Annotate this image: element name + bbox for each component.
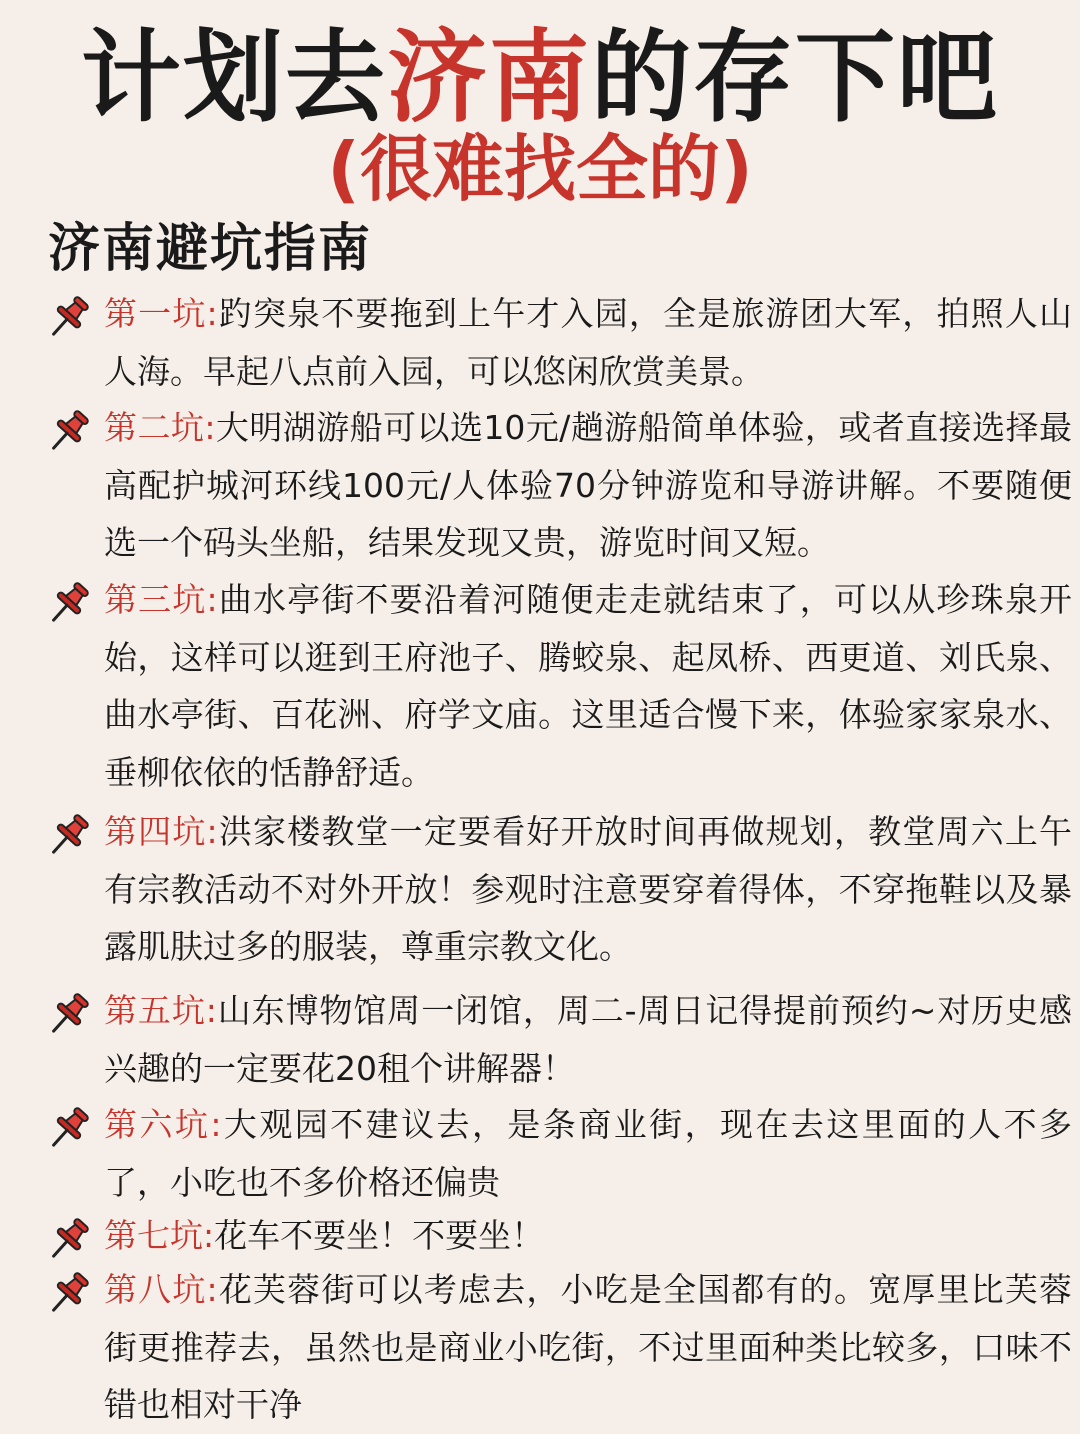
tip-text: 山东博物馆周一闭馆，周二-周日记得提前预约~对历史感兴趣的一定要花20租个讲解器！ bbox=[104, 991, 1072, 1088]
title-part-1: 计划去 bbox=[81, 19, 387, 136]
pushpin-icon bbox=[44, 1105, 94, 1151]
tip-text: 大明湖游船可以选10元/趟游船简单体验，或者直接选择最高配护城河环线100元/人体验70分钟游览和导游讲解。不要随便选一个码头坐船，结果发现又贵，游览时间又短。 bbox=[104, 408, 1073, 562]
tip-item-8 bbox=[104, 1261, 1072, 1434]
tip-text: 趵突泉不要拖到上午才入园，全是旅游团大军，拍照人山人海。早起八点前入园，可以悠闲欣赏美景。 bbox=[104, 294, 1072, 391]
tip-label: 第一坑: bbox=[104, 294, 218, 333]
title-accent-city: 济南 bbox=[387, 19, 591, 136]
tip-label: 第四坑: bbox=[104, 812, 218, 851]
tip-item-2 bbox=[104, 399, 1072, 572]
tip-item-6 bbox=[104, 1096, 1072, 1211]
pushpin-icon bbox=[44, 1216, 94, 1262]
tip-text: 大观园不建议去，是条商业街，现在去这里面的人不多了，小吃也不多价格还偏贵 bbox=[104, 1105, 1073, 1202]
tip-item-4 bbox=[104, 803, 1072, 976]
tip-label: 第五坑: bbox=[104, 991, 217, 1030]
pushpin-icon bbox=[44, 991, 94, 1037]
pushpin-icon bbox=[44, 1270, 94, 1316]
page-title bbox=[0, 18, 1080, 138]
tip-text: 洪家楼教堂一定要看好开放时间再做规划，教堂周六上午有宗教活动不对外开放！参观时注意要穿着得体，不穿拖鞋以及暴露肌肤过多的服装，尊重宗教文化。 bbox=[104, 812, 1072, 966]
pushpin-icon bbox=[44, 580, 94, 626]
tip-text: 花芙蓉街可以考虑去，小吃是全国都有的。宽厚里比芙蓉街更推荐去，虽然也是商业小吃街，不过里面种类比较多，口味不错也相对干净 bbox=[104, 1270, 1072, 1424]
pushpin-icon bbox=[44, 408, 94, 454]
tip-label: 第八坑: bbox=[104, 1270, 218, 1309]
tip-item-3 bbox=[104, 571, 1072, 801]
section-heading: 济南避坑指南 bbox=[48, 219, 373, 279]
tip-label: 第三坑: bbox=[104, 580, 218, 619]
pushpin-icon bbox=[44, 294, 94, 340]
pushpin-icon bbox=[44, 812, 94, 858]
tip-text: 曲水亭街不要沿着河随便走走就结束了，可以从珍珠泉开始，这样可以逛到王府池子、腾蛟泉、起凤桥、西更道、刘氏泉、曲水亭街、百花洲、府学文庙。这里适合慢下来，体验家家泉水、垂柳依依的恬静舒适。 bbox=[104, 580, 1072, 792]
tip-text: 花车不要坐！不要坐！ bbox=[214, 1216, 545, 1255]
tip-item-1 bbox=[104, 285, 1072, 400]
tip-label: 第七坑: bbox=[104, 1216, 215, 1255]
tip-item-7 bbox=[104, 1207, 1072, 1265]
tip-item-5 bbox=[104, 982, 1072, 1097]
tip-label: 第六坑: bbox=[104, 1105, 222, 1144]
tip-label: 第二坑: bbox=[104, 408, 216, 447]
page-subtitle: (很难找全的) bbox=[327, 127, 753, 211]
title-part-2: 的存下吧 bbox=[591, 19, 999, 136]
